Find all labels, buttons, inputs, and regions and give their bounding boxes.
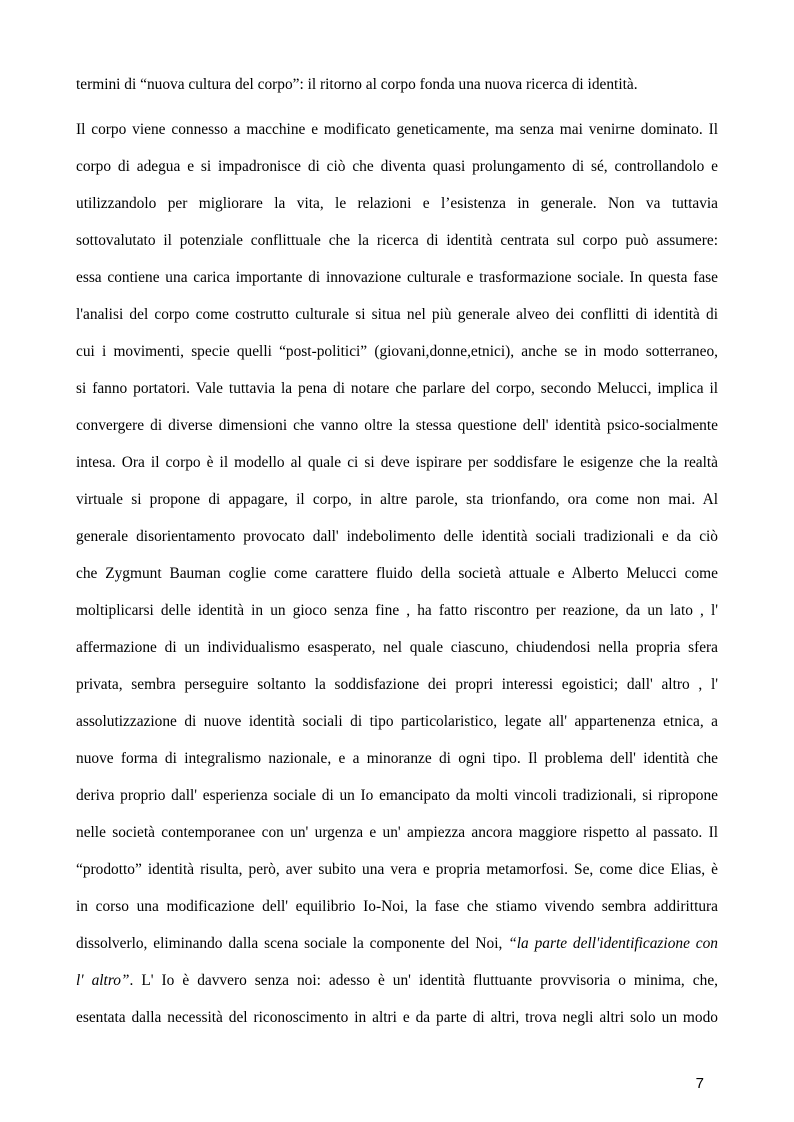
italic-quote: l' altro” [76,972,130,989]
paragraph-2-line: corpo di adegua e si impadronisce di ciò che diventa quasi prolungamento di sé, controllandolo e [76,158,718,175]
paragraph-2-line: assolutizzazione di nuove identità sociali di tipo particolaristico, legate all' appartenenza etnica, a [76,713,718,730]
paragraph-2-line: moltiplicarsi delle identità in un gioco senza fine , ha fatto riscontro per reazione, da un lato , l' [76,602,718,619]
paragraph-2-line: che Zygmunt Bauman coglie come carattere fluido della società attuale e Alberto Melucci come [76,565,718,582]
paragraph-2-line: cui i movimenti, specie quelli “post-politici” (giovani,donne,etnici), anche se in modo sotterraneo, [76,343,718,360]
paragraph-2-line: esentata dalla necessità del riconoscimento in altri e da parte di altri, trova negli altri solo un modo [76,1009,718,1026]
paragraph-2-line: nelle società contemporanee con un' urgenza e un' ampiezza ancora maggiore rispetto al passato. Il [76,824,718,841]
italic-quote: “la parte dell'identificazione con [508,935,718,952]
paragraph-2-line: “prodotto” identità risulta, però, aver subito una vera e propria metamorfosi. Se, come dice Elias, è [76,861,718,878]
paragraph-2-line: intesa. Ora il corpo è il modello al quale ci si deve ispirare per soddisfare le esigenze che la realtà [76,454,718,471]
paragraph-2-line: virtuale si propone di appagare, il corpo, in altre parole, sta trionfando, ora come non mai. Al [76,491,718,508]
paragraph-2-line: in corso una modificazione dell' equilibrio Io-Noi, la fase che stiamo vivendo sembra addirittura [76,898,718,915]
paragraph-1-line: termini di “nuova cultura del corpo”: il ritorno al corpo fonda una nuova ricerca di identità. [76,76,638,93]
paragraph-2-line: generale disorientamento provocato dall' indebolimento delle identità sociali tradizionali e da ciò [76,528,718,545]
page-number: 7 [695,1075,704,1092]
paragraph-2-line: essa contiene una carica importante di innovazione culturale e trasformazione sociale. In questa fase [76,269,718,286]
paragraph-2-line: l'analisi del corpo come costrutto culturale si situa nel più generale alveo dei conflitti di identità di [76,306,718,323]
paragraph-2-line: convergere di diverse dimensioni che vanno oltre la stessa questione dell' identità psico-socialmente [76,417,718,434]
paragraph-2-line: nuove forma di integralismo nazionale, e a minoranze di ogni tipo. Il problema dell' identità che [76,750,718,767]
paragraph-2-line: Il corpo viene connesso a macchine e modificato geneticamente, ma senza mai venirne dominato. Il [76,121,718,138]
paragraph-2-line: affermazione di un individualismo esasperato, nel quale ciascuno, chiudendosi nella propria sfera [76,639,718,656]
line-text: . L' Io è davvero senza noi: adesso è un' identità fluttuante provvisoria o minima, che, [129,972,718,989]
paragraph-2-line: deriva proprio dall' esperienza sociale di un Io emancipato da molti vincoli tradizionali, si ripropone [76,787,718,804]
line-text: dissolverlo, eliminando dalla scena sociale la componente del Noi, [76,935,509,952]
paragraph-2-line: utilizzandolo per migliorare la vita, le relazioni e l’esistenza in generale. Non va tuttavia [76,195,718,212]
paragraph-2-line-with-quote [76,971,718,991]
paragraph-2-line-with-quote [76,934,718,954]
paragraph-2-line: si fanno portatori. Vale tuttavia la pena di notare che parlare del corpo, secondo Melucci, implica il [76,380,718,397]
paragraph-2-line: privata, sembra perseguire soltanto la soddisfazione dei propri interessi egoistici; dall' altro , l' [76,676,718,693]
paragraph-2-line: sottovalutato il potenziale conflittuale che la ricerca di identità centrata sul corpo può assumere: [76,232,718,249]
